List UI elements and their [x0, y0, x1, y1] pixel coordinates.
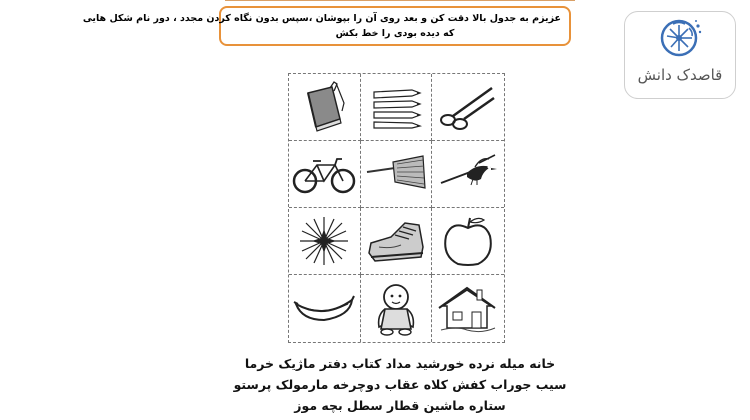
baby-doll-icon: [371, 281, 421, 337]
grid-cell-starburst: [289, 208, 361, 275]
pencils-icon: [368, 84, 424, 130]
magpie-bird-icon: [437, 153, 499, 195]
instruction-line-2: که دیده بودی را خط بکش: [335, 28, 455, 39]
grid-cell-scissors: [432, 74, 504, 141]
picture-grid: [288, 73, 505, 343]
broom-icon: [365, 152, 427, 196]
grid-cell-baby: [361, 275, 433, 342]
top-rule: [225, 0, 575, 1]
house-icon: [437, 284, 499, 334]
logo-text: قاصدک دانش: [637, 66, 723, 84]
sneaker-icon: [365, 217, 427, 265]
word-list: [210, 353, 590, 416]
grid-cell-broom: [361, 141, 433, 208]
logo-card: [624, 11, 736, 99]
word-line-3: ستاره ماشین قطار سطل بچه موز: [294, 398, 506, 413]
grid-cell-bicycle: [289, 141, 361, 208]
grid-cell-banana: [289, 275, 361, 342]
dandelion-logo-icon: [659, 16, 703, 62]
grid-cell-house: [432, 275, 504, 342]
word-line-2: سیب جوراب کفش کلاه عقاب دوچرخه مارمولک پرستو: [233, 377, 567, 392]
instruction-line-1: عزیزم به جدول بالا دقت کن و بعد روی آن را بپوشان ،سپس بدون نگاه کردن مجدد ، دور نام شکل هایی: [82, 13, 561, 24]
book-icon: [296, 79, 352, 135]
grid-cell-book: [289, 74, 361, 141]
grid-cell-sneaker: [361, 208, 433, 275]
starburst-icon: [296, 213, 352, 269]
bicycle-icon: [291, 153, 357, 195]
instruction-box: [82, 6, 571, 46]
grid-cell-magpie: [432, 141, 504, 208]
grid-cell-pencils: [361, 74, 433, 141]
banana-icon: [292, 292, 356, 326]
word-line-1: خانه میله نرده خورشید مداد کتاب دفتر ماژیک خرما: [244, 356, 556, 371]
apple-icon: [440, 214, 496, 268]
scissors-icon: [438, 82, 498, 132]
grid-cell-apple: [432, 208, 504, 275]
